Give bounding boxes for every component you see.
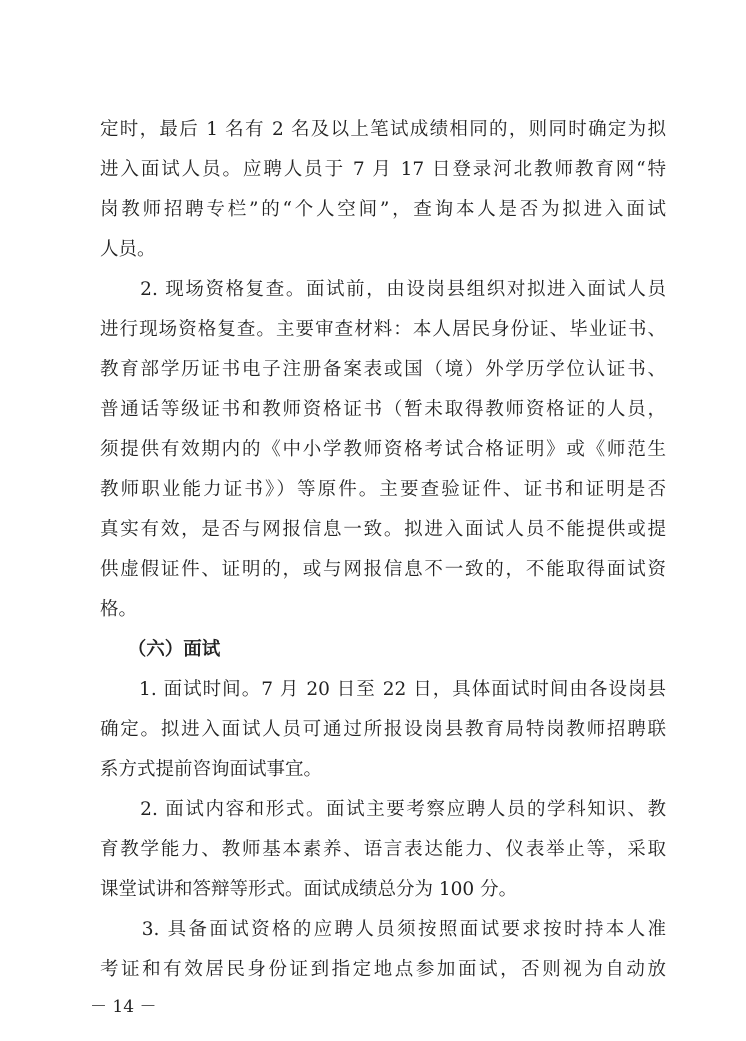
paragraph-line: 格。 <box>100 599 138 620</box>
paragraph-line: 进行现场资格复查。主要审查材料：本人居民身份证、毕业证书、 <box>100 319 666 340</box>
paragraph-line: 须提供有效期内的《中小学教师资格考试合格证明》或《师范生 <box>100 439 666 460</box>
paragraph-line: 2. 面试内容和形式。面试主要考察应聘人员的学科知识、教 <box>100 799 666 820</box>
paragraph-line: 教师职业能力证书》）等原件。主要查验证件、证书和证明是否 <box>100 479 666 500</box>
paragraph-line: 岗教师招聘专栏”的“个人空间”，查询本人是否为拟进入面试 <box>100 199 666 220</box>
paragraph-line: 进入面试人员。应聘人员于 7 月 17 日登录河北教师教育网“特 <box>100 159 666 180</box>
paragraph-line: 育教学能力、教师基本素养、语言表达能力、仪表举止等，采取 <box>100 839 666 860</box>
paragraph-line: 课堂试讲和答辩等形式。面试成绩总分为 100 分。 <box>100 879 518 900</box>
section-heading: （六）面试 <box>100 639 221 660</box>
paragraph-line: 教育部学历证书电子注册备案表或国（境）外学历学位认证书、 <box>100 359 666 380</box>
paragraph-line: 系方式提前咨询面试事宜。 <box>100 759 323 780</box>
page-number: － 14 － <box>90 997 157 1017</box>
paragraph-line: 确定。拟进入面试人员可通过所报设岗县教育局特岗教师招聘联 <box>100 719 666 740</box>
paragraph-line: 人员。 <box>100 239 156 260</box>
paragraph-line: 定时，最后 1 名有 2 名及以上笔试成绩相同的，则同时确定为拟 <box>100 119 666 140</box>
paragraph-line: 真实有效，是否与网报信息一致。拟进入面试人员不能提供或提 <box>100 519 666 540</box>
paragraph-line: 普通话等级证书和教师资格证书（暂未取得教师资格证的人员， <box>100 399 666 420</box>
paragraph-line: 3. 具备面试资格的应聘人员须按照面试要求按时持本人准 <box>100 919 666 940</box>
paragraph-line: 考证和有效居民身份证到指定地点参加面试，否则视为自动放 <box>100 959 666 980</box>
paragraph-line: 供虚假证件、证明的，或与网报信息不一致的，不能取得面试资 <box>100 559 666 580</box>
paragraph-line: 1. 面试时间。7 月 20 日至 22 日，具体面试时间由各设岗县 <box>100 679 666 700</box>
paragraph-line: 2. 现场资格复查。面试前，由设岗县组织对拟进入面试人员 <box>100 279 666 300</box>
